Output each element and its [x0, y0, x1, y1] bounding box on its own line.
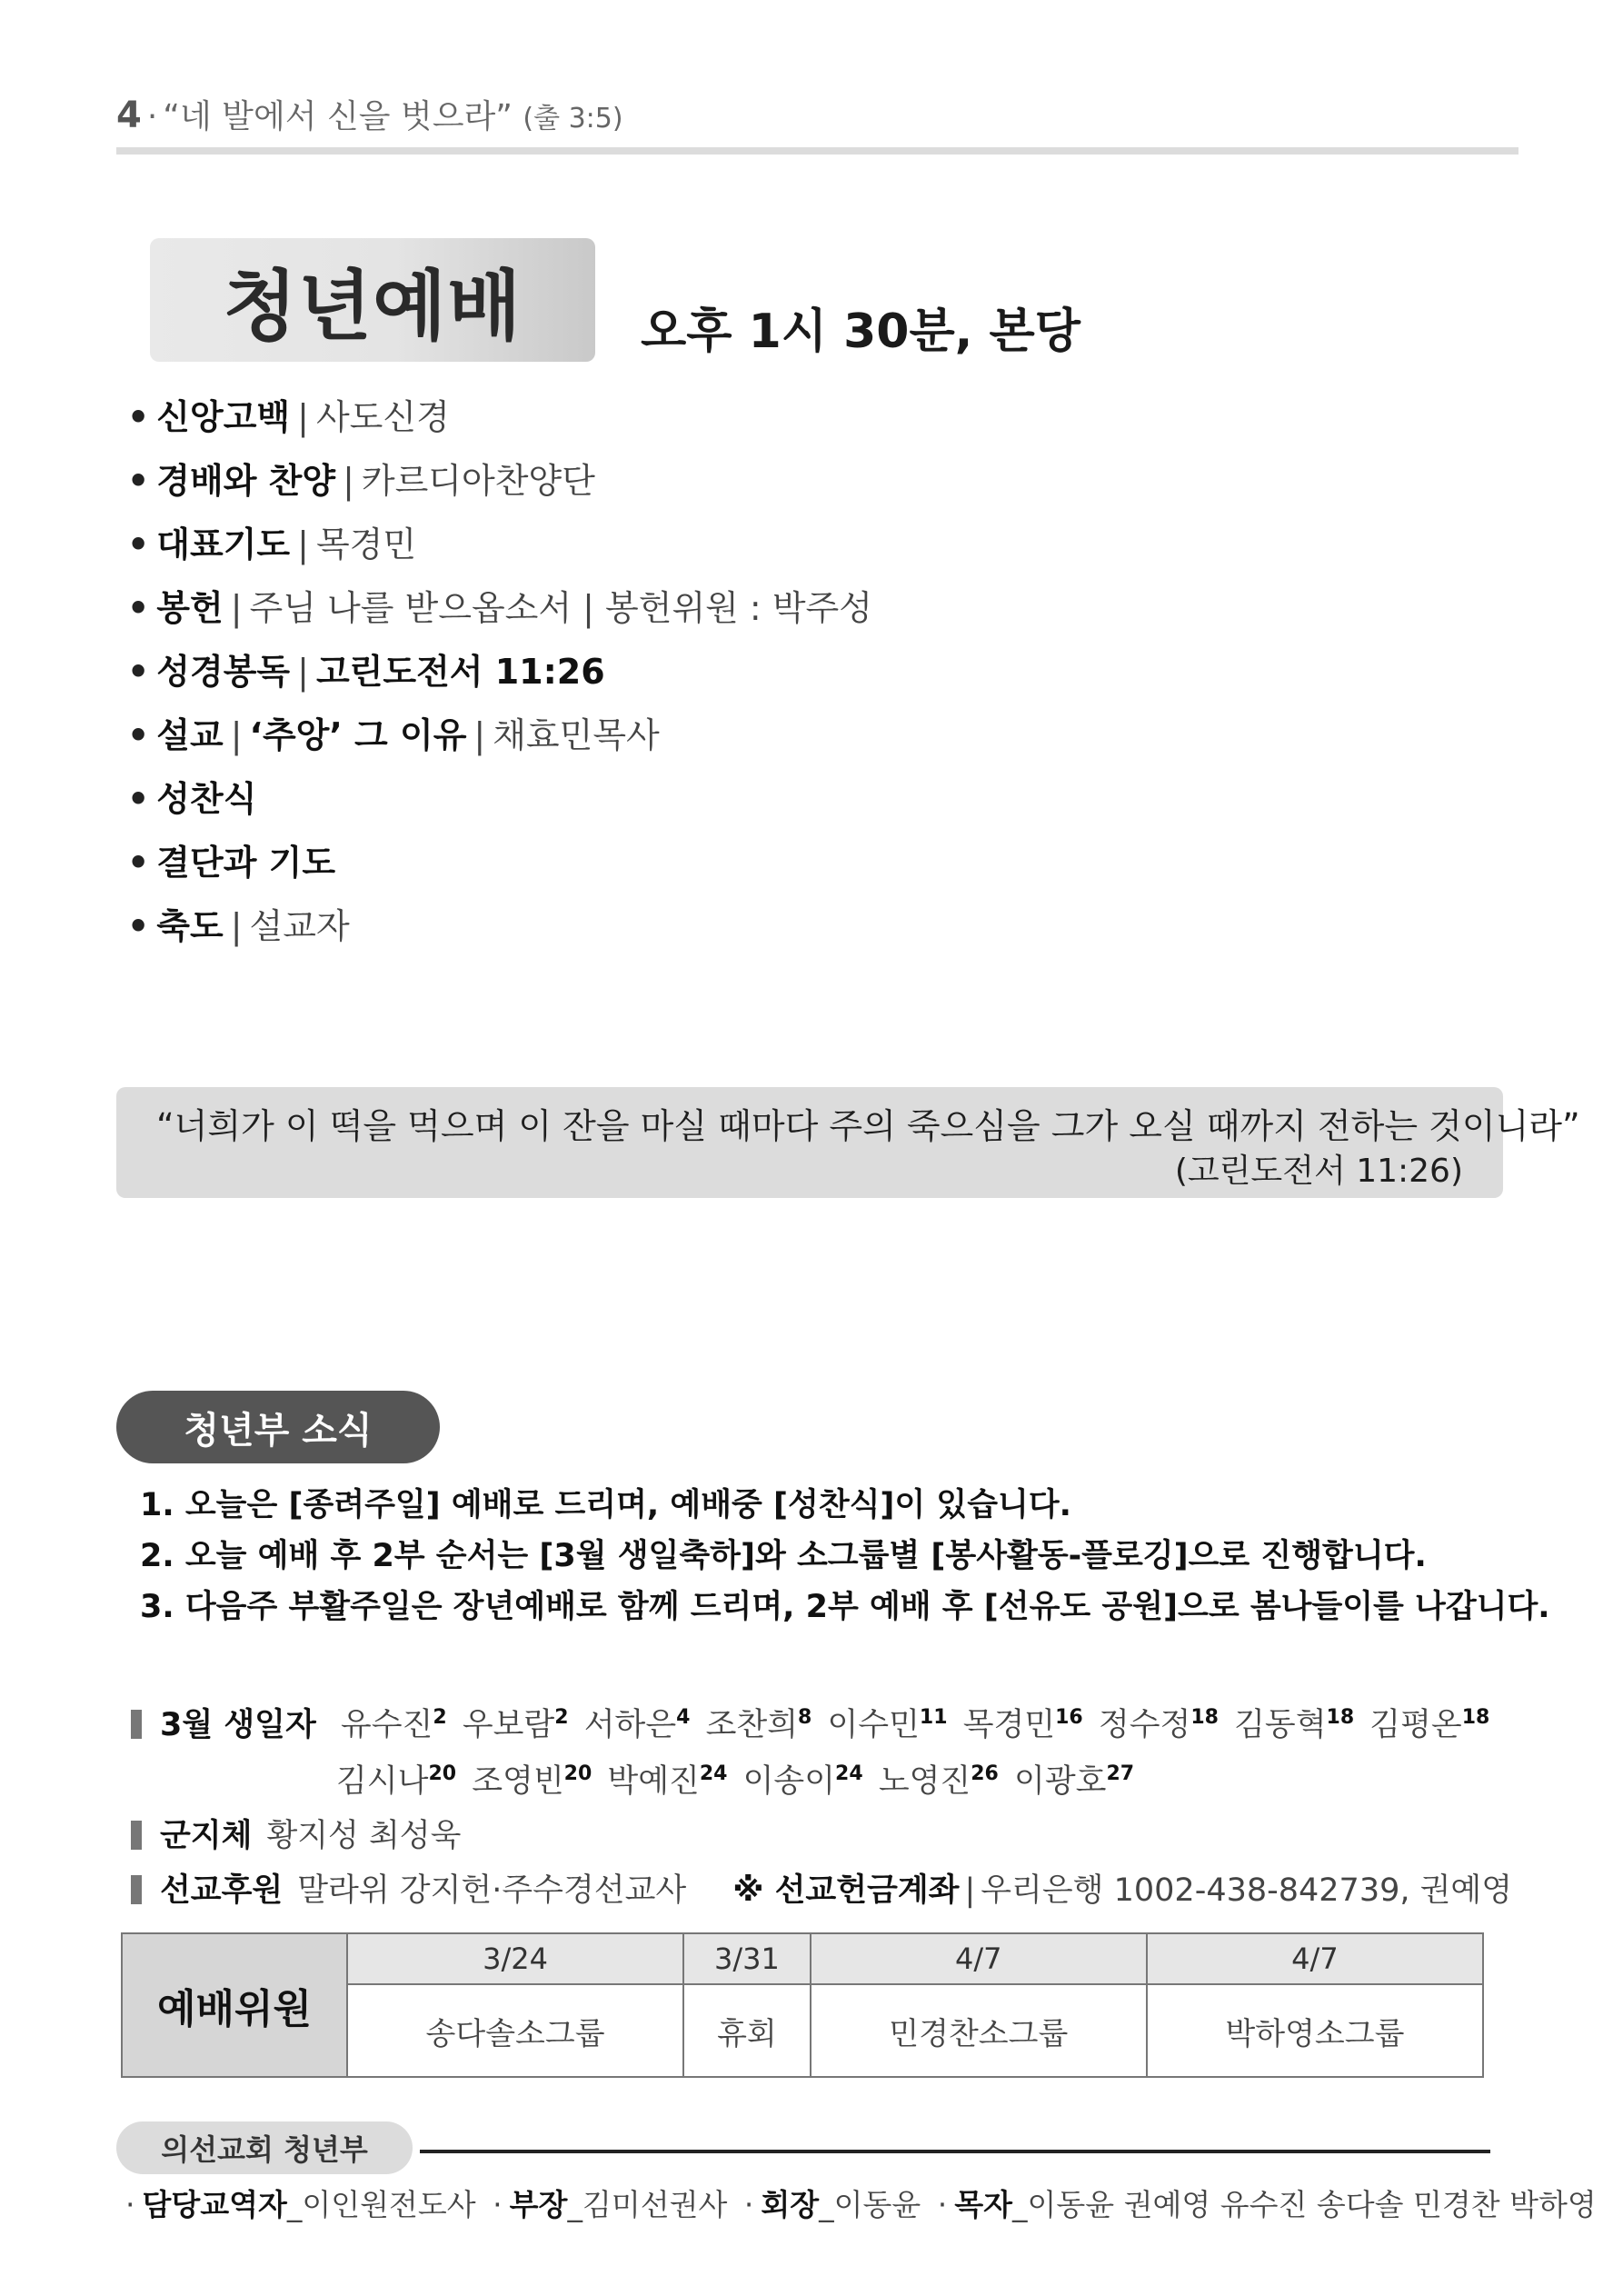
staff-label: 회장 — [761, 2187, 820, 2222]
birthday-name: 조찬희 — [705, 1707, 799, 1743]
order-item: • 경배와 찬양 | 카르디아찬양단 — [127, 461, 595, 501]
news-item: 1. 오늘은 [종려주일] 예배로 드리며, 예배중 [성찬식]이 있습니다. — [140, 1487, 1071, 1523]
birthday-day: 20 — [428, 1762, 457, 1786]
duty-date: 4/7 — [1147, 1933, 1483, 1984]
birthday-name: 김시나 — [336, 1763, 429, 1800]
order-item: • 성찬식 — [127, 779, 257, 819]
birthday-day: 24 — [835, 1762, 863, 1786]
mission-support-row: 선교후원 말라위 강지헌·주수경선교사 ※ 선교헌금계좌 | 우리은행 1002-438-842739, 권예영 — [131, 1865, 1512, 1911]
birthday-day: 16 — [1055, 1706, 1083, 1730]
order-label: 신앙고백 — [156, 397, 291, 437]
birthday-day: 27 — [1106, 1762, 1135, 1786]
staff-value: 이동윤 — [833, 2187, 921, 2222]
row-marker — [131, 1821, 142, 1850]
header-divider — [116, 147, 1518, 155]
birthday-name: 박예진 — [607, 1763, 700, 1800]
birthday-day: 24 — [699, 1762, 728, 1786]
order-value: 목경민 — [315, 524, 417, 564]
birthday-name: 서하은 — [583, 1707, 677, 1743]
birthday-name: 노영진 — [878, 1763, 971, 1800]
staff-label: 부장 — [509, 2187, 568, 2222]
order-item: • 축도 | 설교자 — [127, 906, 350, 946]
verse-reference: (고린도전서 11:26) — [1174, 1153, 1463, 1190]
birthday-name: 우보람 — [462, 1707, 555, 1743]
order-value: 채효민목사 — [493, 715, 660, 755]
order-label: 성찬식 — [156, 779, 257, 819]
row-marker — [131, 1710, 142, 1739]
military-value: 황지성 최성욱 — [266, 1818, 462, 1854]
birthday-label: 3월 생일자 — [160, 1707, 316, 1743]
staff-value: 이동윤 권예영 유수진 송다솔 민경찬 박하영 — [1027, 2187, 1597, 2222]
order-label: 결단과 기도 — [156, 843, 336, 883]
verse-text: “너희가 이 떡을 먹으며 이 잔을 마실 때마다 주의 죽으심을 그가 오실 때까지 전하는 것이니라” — [156, 1106, 1580, 1146]
header-dot: · — [146, 98, 158, 135]
birthday-day: 26 — [971, 1762, 999, 1786]
duty-group: 박하영소그룹 — [1147, 1984, 1483, 2077]
birthday-name: 목경민 — [962, 1707, 1056, 1743]
mission-label: 선교후원 — [160, 1872, 284, 1909]
birthday-row-continued — [336, 1756, 1140, 1802]
birthday-day: 8 — [798, 1706, 812, 1730]
staff-label: 담당교역자 — [142, 2187, 287, 2222]
service-time-place: 오후 1시 30분, 본당 — [641, 304, 1081, 359]
order-value: 카르디아찬양단 — [361, 461, 595, 501]
military-label: 군지체 — [160, 1818, 253, 1854]
duty-date: 4/7 — [811, 1933, 1147, 1984]
birthday-name: 이수민 — [827, 1707, 920, 1743]
header-quote: “네 발에서 신을 벗으라” — [163, 98, 513, 135]
duty-group: 민경찬소그룹 — [811, 1984, 1147, 2077]
order-label: 성경봉독 — [156, 652, 291, 692]
duty-label: 예배위원 — [122, 1933, 347, 2077]
duty-date: 3/31 — [683, 1933, 811, 1984]
order-item: • 설교 | ‘추앙’ 그 이유 | 채효민목사 — [127, 715, 660, 755]
order-value: 사도신경 — [315, 397, 450, 437]
mission-value: 말라위 강지헌·주수경선교사 — [297, 1872, 687, 1909]
order-label: 축도 — [156, 906, 224, 946]
order-item: • 결단과 기도 — [127, 843, 336, 883]
account-value: 우리은행 1002-438-842739, 권예영 — [981, 1872, 1513, 1909]
birthday-day: 2 — [433, 1706, 447, 1730]
birthday-day: 11 — [919, 1706, 948, 1730]
staff-label: 목자 — [954, 2187, 1012, 2222]
birthday-row — [131, 1700, 1495, 1745]
row-marker — [131, 1875, 142, 1904]
order-of-service — [127, 391, 872, 963]
footer-divider — [420, 2150, 1490, 2153]
birthday-name: 김평온 — [1369, 1707, 1462, 1743]
order-item: • 대표기도 | 목경민 — [127, 524, 417, 564]
table-row — [122, 1933, 1483, 1984]
birthday-day: 18 — [1326, 1706, 1355, 1730]
order-value: 주님 나를 받으옵소서 | 봉헌위원 : 박주성 — [249, 588, 872, 628]
news-item: 2. 오늘 예배 후 2부 순서는 [3월 생일축하]와 소그룹별 [봉사활동-플로깅]으로 진행합니다. — [140, 1538, 1427, 1574]
birthday-day: 18 — [1190, 1706, 1219, 1730]
order-item: • 봉헌 | 주님 나를 받으옵소서 | 봉헌위원 : 박주성 — [127, 588, 872, 628]
order-label: 봉헌 — [156, 588, 224, 628]
birthday-name: 정수정 — [1098, 1707, 1191, 1743]
account-label: ※ 선교헌금계좌 — [732, 1872, 960, 1909]
news-item: 3. 다음주 부활주일은 장년예배로 함께 드리며, 2부 예배 후 [선유도 공원]으로 봄나들이를 나갑니다. — [140, 1589, 1550, 1625]
footer-org: 의선교회 청년부 — [116, 2121, 413, 2174]
order-label: 경배와 찬양 — [156, 461, 336, 501]
page-header — [116, 91, 623, 137]
order-item: • 신앙고백 | 사도신경 — [127, 397, 450, 437]
service-title-box — [150, 238, 595, 362]
order-value: 설교자 — [249, 906, 350, 946]
birthday-name: 이송이 — [742, 1763, 836, 1800]
birthday-name: 유수진 — [340, 1707, 433, 1743]
duty-date: 3/24 — [347, 1933, 683, 1984]
header-reference: (출 3:5) — [523, 103, 623, 135]
sermon-title: ‘추앙’ 그 이유 — [249, 715, 467, 755]
birthday-name: 김동혁 — [1234, 1707, 1327, 1743]
order-label: 대표기도 — [156, 524, 291, 564]
birthday-day: 18 — [1461, 1706, 1490, 1730]
military-members-row — [131, 1811, 461, 1856]
worship-duty-table — [121, 1932, 1484, 2078]
duty-group: 휴회 — [683, 1984, 811, 2077]
staff-value: 이인원전도사 — [302, 2187, 476, 2222]
order-value: 고린도전서 11:26 — [315, 652, 605, 692]
duty-group: 송다솔소그룹 — [347, 1984, 683, 2077]
staff-value: 김미선권사 — [582, 2187, 728, 2222]
verse-box — [116, 1087, 1580, 1198]
news-list — [140, 1482, 1550, 1634]
birthday-day: 2 — [554, 1706, 569, 1730]
birthday-name: 조영빈 — [472, 1763, 564, 1800]
news-title: 청년부 소식 — [116, 1391, 440, 1463]
birthday-name: 이광호 — [1014, 1763, 1107, 1800]
page-number: 4 — [116, 95, 142, 136]
order-label: 설교 — [156, 715, 224, 755]
staff-list: · 담당교역자_이인원전도사 · 부장_김미선권사 · 회장_이동윤 · 목자_이동윤 권예영 유수진 송다솔 민경찬 박하영 — [125, 2187, 1597, 2222]
order-item: • 성경봉독 | 고린도전서 11:26 — [127, 652, 605, 692]
service-title: 청년예배 — [223, 261, 523, 351]
birthday-day: 4 — [676, 1706, 691, 1730]
birthday-day: 20 — [563, 1762, 592, 1786]
